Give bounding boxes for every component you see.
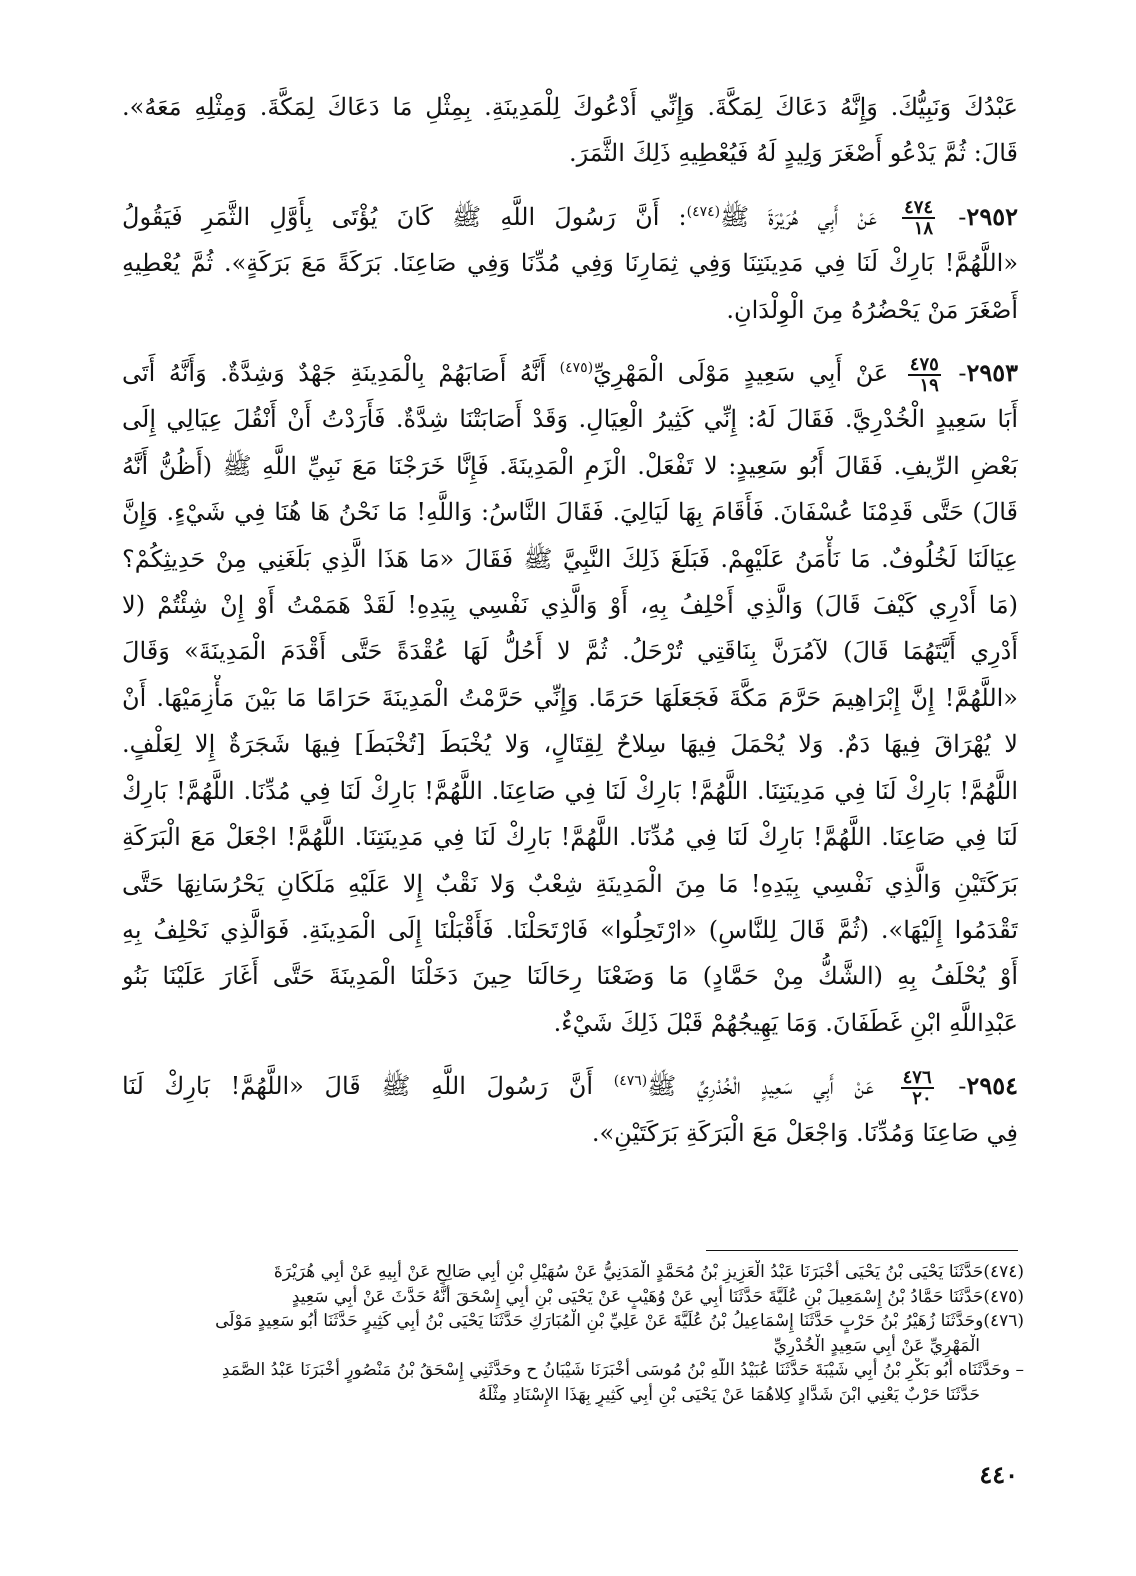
text-line: أَدْرِي أَيَّتَهُمَا قَالَ) لآمُرَنَّ بِنَاقَتِي تُرْحَلُ. ثُمَّ لا أَحُلُّ لَهَا عُقْدَةً حَتَّى أَقْدَمَ الْمَدِينَةَ» وَقَالَ — [122, 637, 1018, 666]
text-line: أَوْ يُحْلَفُ بِهِ (الشَّكُّ مِنْ حَمَّادٍ) مَا وَضَعْنَا رِحَالَنَا حِينَ دَخَلْنَا الْمَدِينَةَ حَتَّى أَغَارَ عَلَيْنَا بَنُو — [122, 962, 1018, 991]
footnote — [118, 1285, 1024, 1310]
footnote — [118, 1260, 1024, 1285]
text-line: بَرَكَتَيْنِ وَالَّذِي نَفْسِي بِيَدِهِ! مَا مِنَ الْمَدِينَةِ شِعْبٌ وَلا نَقْبٌ إِلا عَلَيْهِ مَلَكَانِ يَحْرُسَانِهَا حَتَّى — [122, 869, 1018, 898]
text-line: بَعْضِ الرِّيفِ. فَقَالَ أَبُو سَعِيدٍ: لا تَفْعَلْ. الْزَمِ الْمَدِينَةَ. فَإِنَّا خَرَجْنَا مَعَ نَبِيِّ اللَّهِ ﷺ (أَظُنُّ أَنَّهُ — [122, 451, 1018, 480]
text-segment: : أَنَّ رَسُولَ اللَّهِ ﷺ كَانَ يُؤْتَى بِأَوَّلِ الثَّمَرِ فَيَقُولُ — [122, 202, 687, 231]
fraction-denominator: ١٨ — [913, 218, 934, 240]
text-line: قَالَ: ثُمَّ يَدْعُو أَصْغَرَ وَلِيدٍ لَهُ فَيُعْطِيهِ ذَلِكَ الثَّمَرَ. — [568, 139, 1018, 168]
text-line: ٢٩٥٣- $\frac{٤٧٥}{١٩}$ عَنْ أَبِي سَعِيدٍ مَوْلَى الْمَهْرِيِّ$^{(٤٧٥)}$ أَنَّهُ أَصَابَهُمْ بِالْمَدِينَةِ جَهْدٌ وَشِدَّةٌ. وَأَنَّهُ أَتَى — [122, 353, 1018, 396]
footnote-ref: (٤٧٥) — [559, 360, 594, 377]
hadith-2954 — [122, 1063, 1018, 1156]
footnote — [118, 1358, 1024, 1383]
cross-reference-fraction — [902, 198, 935, 238]
text-line: عَبْدِاللَّهِ ابْنِ غَطَفَانَ. وَمَا يَهِيجُهُمْ قَبْلَ ذَلِكَ شَيْءٌ. — [553, 1008, 1018, 1037]
hadith-2953 — [122, 350, 1018, 1046]
text-line: «اللَّهُمَّ! إِنَّ إِبْرَاهِيمَ حَرَّمَ مَكَّةَ فَجَعَلَهَا حَرَمًا. وَإِنِّي حَرَّمْتُ الْمَدِينَةَ حَرَامًا مَا بَيْنَ مَأْزِمَيْهَا. أَنْ — [122, 683, 1018, 712]
text-line: (مَا أَدْرِي كَيْفَ قَالَ) وَالَّذِي أَحْلِفُ بِهِ، أَوْ وَالَّذِي نَفْسِي بِيَدِهِ! لَقَدْ هَمَمْتُ أَوْ إِنْ شِئْتُمْ (لا — [122, 591, 1018, 620]
paragraph-continuation — [122, 84, 1018, 177]
footnote-ref: (٤٧٤) — [686, 203, 721, 220]
footnote-number: (٤٧٥) — [983, 1286, 1024, 1307]
footnote-continuation: الْمَهْرِيِّ عَنْ أَبِي سَعِيدٍ الْخُدْرِيِّ — [773, 1335, 980, 1356]
text-line: ٢٩٥٤- $\frac{٤٧٦}{٢٠}$ عَنْ أَبِي سَعِيدٍ الْخُدْرِيِّ ﷺ$^{(٤٧٦)}$ أَنَّ رَسُولَ اللَّهِ ﷺ قَالَ «اللَّهُمَّ! بَارِكْ لَنَا — [122, 1066, 1018, 1109]
main-text — [122, 84, 1018, 1173]
text-line: عِيَالَنَا لَخُلُوفٌ. مَا نَأْمَنُ عَلَيْهِمْ. فَبَلَغَ ذَلِكَ النَّبِيَّ ﷺ فَقَالَ «مَا هَذَا الَّذِي بَلَغَنِي مِنْ حَدِيثِكُمْ؟ — [122, 544, 1018, 573]
fraction-denominator: ٢٠ — [912, 1087, 932, 1109]
footnote-continuation: حَدَّثَنَا حَرْبٌ يَعْنِي ابْنَ شَدَّادٍ كِلاهُمَا عَنْ يَحْيَى بْنِ أَبِي كَثِيرٍ بِهَذَا الإِسْنَادِ مِثْلَهُ — [478, 1384, 980, 1405]
text-segment: أَنَّهُ أَصَابَهُمْ بِالْمَدِينَةِ جَهْدٌ وَشِدَّةٌ. وَأَنَّهُ أَتَى — [122, 359, 560, 388]
text-line: تَقْدَمُوا إِلَيْهَا». (ثُمَّ قَالَ لِلنَّاسِ) «ارْتَحِلُوا» فَارْتَحَلْنَا. فَأَقْبَلْنَا إِلَى الْمَدِينَةِ. فَوَالَّذِي نَحْلِفُ بِهِ — [122, 915, 1018, 944]
fraction-numerator: ٤٧٤ — [904, 197, 934, 219]
cross-reference-fraction — [908, 355, 941, 395]
cross-reference-fraction — [901, 1068, 934, 1108]
fraction-numerator: ٤٧٥ — [909, 353, 939, 375]
narrator: عَنْ أَبِي سَعِيدٍ الْخُدْرِيِّ ﷺ — [647, 1072, 874, 1101]
footnote-divider — [706, 1250, 1018, 1251]
hadith-number: ٢٩٥٣ — [966, 358, 1018, 388]
hadith-number: ٢٩٥٤ — [966, 1071, 1018, 1101]
text-line: عَبْدُكَ وَنَبِيُّكَ. وَإِنَّهُ دَعَاكَ لِمَكَّةَ. وَإِنِّي أَدْعُوكَ لِلْمَدِينَةِ. بِمِثْلِ مَا دَعَاكَ لِمَكَّةَ. وَمِثْلِهِ مَعَهُ». — [122, 93, 1018, 121]
text-line: اللَّهُمَّ! بَارِكْ لَنَا فِي مَدِينَتِنَا. اللَّهُمَّ! بَارِكْ لَنَا فِي صَاعِنَا. اللَّهُمَّ! بَارِكْ لَنَا فِي مُدِّنَا. اللَّهُمَّ! بَارِكْ — [122, 776, 1018, 805]
text-line: لا يُهْرَاقَ فِيهَا دَمٌ. وَلا يُحْمَلَ فِيهَا سِلاحٌ لِقِتَالٍ، وَلا يُخْبَطَ [تُخْبَطَ] فِيهَا شَجَرَةٌ إِلا لِعَلْفٍ. — [122, 730, 1018, 759]
text-line: أَبَا سَعِيدٍ الْخُدْرِيَّ. فَقَالَ لَهُ: إِنِّي كَثِيرُ الْعِيَالِ. وَقَدْ أَصَابَتْنَا شِدَّةٌ. فَأَرَدْتُ أَنْ أَنْقُلَ عِيَالِي إِلَى — [122, 405, 1018, 434]
text-segment: أَنَّ رَسُولَ اللَّهِ ﷺ قَالَ «اللَّهُمَّ! بَارِكْ لَنَا — [122, 1072, 614, 1101]
footnote-text: وحَدَّثَنَا زُهَيْرُ بْنُ حَرْبٍ حَدَّثَنَا إِسْمَاعِيلُ بْنُ عُلَيَّةَ عَنْ عَلِيِّ بْنِ الْمُبَارَكِ حَدَّثَنَا يَحْيَى بْنُ أَبِي كَثِيرٍ حَدَّثَنَا أَبُو سَعِيدٍ مَوْلَى — [215, 1311, 984, 1331]
fraction-denominator: ١٩ — [919, 374, 939, 396]
page-number: ٤٤٠ — [979, 1460, 1018, 1489]
footnotes — [118, 1260, 1024, 1407]
footnote-ref: (٤٧٦) — [613, 1073, 648, 1090]
text-line: «اللَّهُمَّ! بَارِكْ لَنَا فِي مَدِينَتِنَا وَفِي ثِمَارِنَا وَفِي مُدِّنَا وَفِي صَاعِنَا. بَرَكَةً مَعَ بَرَكَةٍ». ثُمَّ يُعْطِيهِ — [122, 249, 1018, 278]
fraction-numerator: ٤٧٦ — [902, 1066, 932, 1088]
narrator: عَنْ أَبِي هُرَيْرَةَ ﷺ — [720, 202, 877, 231]
text-line: لَنَا فِي صَاعِنَا. اللَّهُمَّ! بَارِكْ لَنَا فِي مُدِّنَا. اللَّهُمَّ! بَارِكْ لَنَا فِي مَدِينَتِنَا. اللَّهُمَّ! اجْعَلْ مَعَ الْبَرَكَةِ — [122, 823, 1018, 852]
text-line: ٢٩٥٢- $\frac{٤٧٤}{١٨}$ عَنْ أَبِي هُرَيْرَةَ ﷺ$^{(٤٧٤)}$: أَنَّ رَسُولَ اللَّهِ ﷺ كَانَ يُؤْتَى بِأَوَّلِ الثَّمَرِ فَيَقُولُ — [122, 197, 1018, 240]
narrator: عَنْ أَبِي سَعِيدٍ مَوْلَى الْمَهْرِيِّ — [593, 359, 889, 388]
hadith-2952 — [122, 194, 1018, 333]
footnote — [118, 1309, 1024, 1334]
hadith-number: ٢٩٥٢ — [966, 201, 1018, 231]
text-line: قَالَ) حَتَّى قَدِمْنَا عُسْفَانَ. فَأَقَامَ بِهَا لَيَالِيَ. فَقَالَ النَّاسُ: وَاللَّهِ! مَا نَحْنُ هَا هُنَا فِي شَيْءٍ. وَإِنَّ — [122, 498, 1018, 527]
text-line: أَصْغَرَ مَنْ يَحْضُرُهُ مِنَ الْوِلْدَانِ. — [726, 295, 1018, 324]
footnote-number: (٤٧٤) — [983, 1262, 1024, 1282]
footnote-text: – وحَدَّثَنَاه أَبُو بَكْرِ بْنُ أَبِي شَيْبَةَ حَدَّثَنَا عُبَيْدُ اللَّهِ بْنُ مُوسَى أَخْبَرَنَا شَيْبَانُ ح وحَدَّثَنِي إِسْحَقُ بْنُ مَنْصُورٍ أَخْبَرَنَا عَبْدُ الصَّمَدِ — [221, 1360, 1024, 1380]
text-line: فِي صَاعِنَا وَمُدِّنَا. وَاجْعَلْ مَعَ الْبَرَكَةِ بَرَكَتَيْنِ». — [591, 1118, 1018, 1147]
footnote-text: حَدَّثَنَا يَحْيَى بْنُ يَحْيَى أَخْبَرَنَا عَبْدُ الْعَزِيزِ بْنُ مُحَمَّدٍ الْمَدَنِيُّ عَنْ سُهَيْلِ بْنِ أَبِي صَالِحٍ عَنْ أَبِيهِ عَنْ أَبِي هُرَيْرَةَ — [273, 1262, 984, 1282]
footnote-number: (٤٧٦) — [983, 1311, 1024, 1331]
footnote-text: حَدَّثَنَا حَمَّادُ بْنُ إِسْمَعِيلَ بْنِ عُلَيَّةَ حَدَّثَنَا أَبِي عَنْ وُهَيْبٍ عَنْ يَحْيَى بْنِ أَبِي إِسْحَقَ أَنَّهُ حَدَّثَ عَنْ أَبِي سَعِيدٍ — [291, 1286, 984, 1307]
